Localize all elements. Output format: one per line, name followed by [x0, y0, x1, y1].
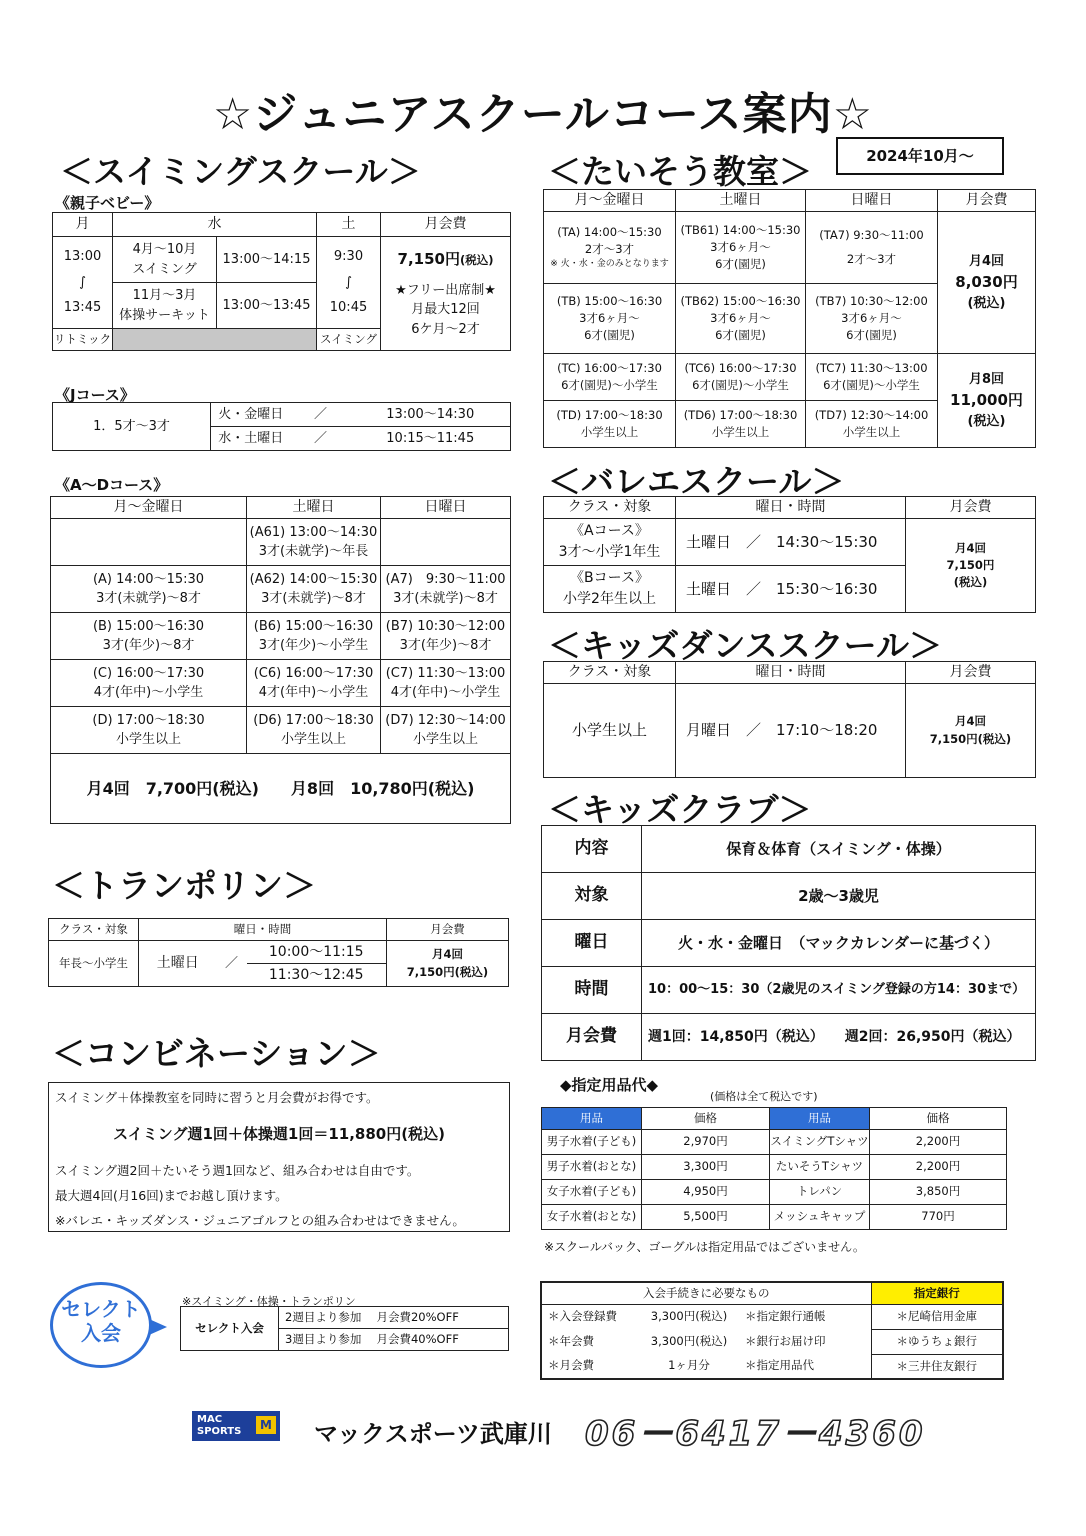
col-wed: 水 — [113, 213, 317, 237]
taiso-ta: (TA) 14:00～15:30 2才～3才 ※ 火・水・金のみとなります — [544, 212, 676, 284]
ad-col-sun: 日曜日 — [381, 497, 511, 519]
ad-cell: (B6) 15:00～16:30 3才(年少)～小学生 — [247, 613, 381, 660]
item-name: 男子水着(子ども) — [542, 1130, 642, 1155]
items-col-price: 価格 — [642, 1108, 770, 1130]
tramp-time-1: 10:00～11:15 — [247, 941, 387, 964]
nov-circuit: 11月～3月 体操サーキット — [113, 283, 217, 329]
bank-heading: 指定銀行 — [871, 1282, 1003, 1304]
j-day-1: 火・金曜日 — [211, 403, 291, 427]
tramp-col-class: クラス・対象 — [49, 919, 139, 941]
select-label: セレクト入会 — [181, 1307, 279, 1351]
ad-cell: (A7) 9:30～11:00 3才(未就学)～8才 — [381, 566, 511, 613]
tramp-time-2: 11:30～12:45 — [247, 964, 387, 987]
items-heading: ◆指定用品代◆ — [560, 1076, 659, 1094]
club-label-day: 曜日 — [542, 920, 642, 967]
taiso-tc: (TC) 16:00～17:30 6才(園児)～小学生 — [544, 354, 676, 401]
enroll-heading: 入会手続きに必要なもの — [541, 1282, 871, 1304]
dance-col-fee: 月会費 — [906, 662, 1036, 684]
item-price: 770円 — [870, 1205, 1007, 1230]
club-time: 10：00～15：30（2歳児のスイミング登録の方14：30まで） — [642, 967, 1036, 1014]
enroll-item: ＊月会費 — [548, 1358, 594, 1373]
ad-cell: (B) 15:00～16:30 3才(年少)～8才 — [51, 613, 247, 660]
ad-a61: (A61) 13:00～14:30 3才(未就学)～年長 — [247, 519, 381, 566]
dance-col-time: 曜日・時間 — [676, 662, 906, 684]
j-course-table — [52, 402, 511, 451]
ad-cell: (C6) 16:00～17:30 4才(年中)～小学生 — [247, 660, 381, 707]
item-name: トレパン — [770, 1180, 870, 1205]
club-label-time: 時間 — [542, 967, 642, 1014]
taiso-table — [543, 189, 1036, 448]
ad-cell: (C7) 11:30～13:00 4才(年中)～小学生 — [381, 660, 511, 707]
item-price: 3,300円 — [642, 1155, 770, 1180]
enroll-item: ＊指定用品代 — [739, 1354, 871, 1379]
items-note: (価格は全て税込です) — [710, 1090, 818, 1103]
dance-col-class: クラス・対象 — [544, 662, 676, 684]
ballet-heading: ＜バレエスクール＞ — [548, 462, 845, 501]
j-age: 1．5才～3才 — [53, 403, 211, 451]
items-col-item-2: 用品 — [770, 1108, 870, 1130]
enroll-item: ＊入会登録費 — [548, 1309, 617, 1324]
ballet-col-time: 曜日・時間 — [676, 497, 906, 519]
logo-mark-icon: M — [256, 1416, 276, 1434]
enroll-value: 3,300円(税込) — [650, 1309, 728, 1324]
tramp-slash: ／ — [217, 941, 247, 987]
taiso-tb: (TB) 15:00～16:30 3才6ヶ月～ 6才(園児) — [544, 284, 676, 354]
col-mon: 月 — [53, 213, 113, 237]
ad-course-label: 《A～Dコース》 — [55, 476, 169, 494]
items-col-item: 用品 — [542, 1108, 642, 1130]
taiso-col-sat: 土曜日 — [676, 190, 806, 212]
sat-time: 9:30 ∫ 10:45 — [317, 237, 381, 329]
ad-cell: (D7) 12:30～14:00 小学生以上 — [381, 707, 511, 754]
tramp-col-time: 曜日・時間 — [139, 919, 387, 941]
combo-line-4: 最大週4回(月16回)までお越し頂けます。 — [55, 1188, 288, 1203]
tramp-table — [48, 918, 509, 987]
baby-course-table — [52, 212, 511, 351]
items-col-price-2: 価格 — [870, 1108, 1007, 1130]
item-price: 2,970円 — [642, 1130, 770, 1155]
select-bubble: セレクト 入会 — [50, 1282, 152, 1368]
ad-course-table — [50, 496, 511, 824]
select-row-2: 3週目より参加 月会費40%OFF — [279, 1329, 509, 1351]
item-price: 2,200円 — [870, 1130, 1007, 1155]
club-target: 2歳～3歳児 — [642, 873, 1036, 920]
col-sat: 土 — [317, 213, 381, 237]
club-fee: 週1回：14,850円（税込） 週2回：26,950円（税込） — [642, 1014, 1036, 1061]
mon-time: 13:00 ∫ 13:45 — [53, 237, 113, 329]
taiso-tb61: (TB61) 14:00～15:30 3才6ヶ月～ 6才(園児) — [676, 212, 806, 284]
enroll-item: ＊銀行お届け印 — [739, 1329, 871, 1354]
ad-cell: (B7) 10:30～12:00 3才(年少)～8才 — [381, 613, 511, 660]
j-course-label: 《Jコース》 — [55, 386, 135, 404]
item-price: 2,200円 — [870, 1155, 1007, 1180]
select-table — [180, 1306, 509, 1351]
ballet-b-time: 土曜日 ／ 15:30～16:30 — [676, 566, 906, 613]
club-day: 火・水・金曜日 （マックカレンダーに基づく） — [642, 920, 1036, 967]
bank-name: ＊ゆうちょ銀行 — [871, 1329, 1003, 1354]
club-heading: ＜キッズクラブ＞ — [548, 790, 812, 829]
combo-price: スイミング週1回＋体操週1回＝11,880円(税込) — [113, 1125, 445, 1143]
item-name: 女子水着(おとな) — [542, 1205, 642, 1230]
taiso-fee-4: 月4回 8,030円 (税込) — [938, 212, 1036, 354]
dance-heading: ＜キッズダンススクール＞ — [548, 626, 943, 665]
gray-cell — [113, 329, 317, 351]
club-content: 保育＆体育（スイミング・体操） — [642, 826, 1036, 873]
mac-sports-logo: MAC SPORTS M — [192, 1411, 280, 1441]
dance-table — [543, 661, 1036, 778]
item-name: たいそうTシャツ — [770, 1155, 870, 1180]
ad-cell: (D6) 17:00～18:30 小学生以上 — [247, 707, 381, 754]
taiso-heading: ＜たいそう教室＞ — [548, 152, 812, 191]
ad-cell: (A62) 14:00～15:30 3才(未就学)～8才 — [247, 566, 381, 613]
wed-time-1: 13:00～14:15 — [217, 237, 317, 283]
enroll-value: 1ヶ月分 — [668, 1358, 710, 1373]
ballet-a-time: 土曜日 ／ 14:30～15:30 — [676, 519, 906, 566]
select-row-1: 2週目より参加 月会費20%OFF — [279, 1307, 509, 1329]
item-price: 3,850円 — [870, 1180, 1007, 1205]
ad-cell: (C) 16:00～17:30 4才(年中)～小学生 — [51, 660, 247, 707]
baby-fee: 7,150円(税込) ★フリー出席制★ 月最大12回 6ケ月～2才 — [381, 237, 511, 351]
combo-heading: ＜コンビネーション＞ — [52, 1034, 381, 1073]
tramp-day: 土曜日 — [139, 941, 217, 987]
combo-line-5: ※バレエ・キッズダンス・ジュニアゴルフとの組み合わせはできません。 — [55, 1213, 465, 1228]
tramp-heading: ＜トランポリン＞ — [52, 866, 316, 905]
select-note: ※スイミング・体操・トランポリン — [182, 1295, 356, 1308]
taiso-tb7: (TB7) 10:30～12:00 3才6ヶ月～ 6才(園児) — [806, 284, 938, 354]
ballet-col-class: クラス・対象 — [544, 497, 676, 519]
sat-swim-label: スイミング — [317, 329, 381, 351]
j-slash-2: ／ — [291, 427, 351, 451]
shop-name: マックスポーツ武庫川 — [314, 1420, 552, 1448]
taiso-td7: (TD7) 12:30～14:00 小学生以上 — [806, 401, 938, 448]
combo-line-1: スイミング＋体操教室を同時に習うと月会費がお得です。 — [55, 1090, 379, 1105]
ad-cell: (D) 17:00～18:30 小学生以上 — [51, 707, 247, 754]
club-label-target: 対象 — [542, 873, 642, 920]
taiso-tc7: (TC7) 11:30～13:00 6才(園児)～小学生 — [806, 354, 938, 401]
combo-line-3: スイミング週2回＋たいそう週1回など、組み合わせは自由です。 — [55, 1163, 420, 1178]
tramp-col-fee: 月会費 — [387, 919, 509, 941]
combo-box — [48, 1082, 510, 1232]
baby-course-label: 《親子ベビー》 — [55, 194, 160, 212]
ad-col-weekday: 月～金曜日 — [51, 497, 247, 519]
j-day-2: 水・土曜日 — [211, 427, 291, 451]
tramp-class: 年長～小学生 — [49, 941, 139, 987]
dance-class: 小学生以上 — [544, 684, 676, 778]
items-footnote: ※スクールバック、ゴーグルは指定用品ではございません。 — [544, 1240, 865, 1254]
ad-empty-2 — [381, 519, 511, 566]
enroll-value: 3,300円(税込) — [650, 1333, 728, 1348]
taiso-col-weekday: 月～金曜日 — [544, 190, 676, 212]
taiso-tc6: (TC6) 16:00～17:30 6才(園児)～小学生 — [676, 354, 806, 401]
ad-cell: (A) 14:00～15:30 3才(未就学)～8才 — [51, 566, 247, 613]
taiso-td6: (TD6) 17:00～18:30 小学生以上 — [676, 401, 806, 448]
item-price: 4,950円 — [642, 1180, 770, 1205]
taiso-col-fee: 月会費 — [938, 190, 1036, 212]
taiso-td: (TD) 17:00～18:30 小学生以上 — [544, 401, 676, 448]
item-name: メッシュキャップ — [770, 1205, 870, 1230]
ad-fee: 月4回 7,700円(税込) 月8回 10,780円(税込) — [51, 754, 511, 824]
date-badge: 2024年10月～ — [836, 137, 1004, 175]
taiso-ta7: (TA7) 9:30～11:00 2才～3才 — [806, 212, 938, 284]
ballet-table — [543, 496, 1036, 613]
item-name: 男子水着(おとな) — [542, 1155, 642, 1180]
wed-time-2: 13:00～13:45 — [217, 283, 317, 329]
item-name: スイミングTシャツ — [770, 1130, 870, 1155]
taiso-tb62: (TB62) 15:00～16:30 3才6ヶ月～ 6才(園児) — [676, 284, 806, 354]
dance-time: 月曜日 ／ 17:10～18:20 — [676, 684, 906, 778]
ballet-b: 《Bコース》 小学2年生以上 — [544, 566, 676, 613]
item-price: 5,500円 — [642, 1205, 770, 1230]
apr-swim: 4月～10月 スイミング — [113, 237, 217, 283]
taiso-col-sun: 日曜日 — [806, 190, 938, 212]
ad-empty — [51, 519, 247, 566]
enroll-table — [540, 1281, 1004, 1380]
j-time-1: 13:00～14:30 — [351, 403, 511, 427]
club-label-content: 内容 — [542, 826, 642, 873]
item-name: 女子水着(子ども) — [542, 1180, 642, 1205]
bank-name: ＊三井住友銀行 — [871, 1354, 1003, 1379]
tramp-fee: 月4回 7,150円(税込) — [387, 941, 509, 987]
col-fee: 月会費 — [381, 213, 511, 237]
taiso-fee-8: 月8回 11,000円 (税込) — [938, 354, 1036, 448]
bank-name: ＊尼崎信用金庫 — [871, 1304, 1003, 1329]
ritmic-label: リトミック — [53, 329, 113, 351]
phone-number: 06－6417－4360 — [585, 1414, 926, 1454]
ballet-a: 《Aコース》 3才～小学1年生 — [544, 519, 676, 566]
j-slash-1: ／ — [291, 403, 351, 427]
ad-col-sat: 土曜日 — [247, 497, 381, 519]
club-label-fee: 月会費 — [542, 1014, 642, 1061]
enroll-item: ＊年会費 — [548, 1333, 594, 1348]
ballet-fee: 月4回 7,150円 (税込) — [906, 519, 1036, 613]
j-time-2: 10:15～11:45 — [351, 427, 511, 451]
enroll-item: ＊指定銀行通帳 — [739, 1304, 871, 1329]
ballet-col-fee: 月会費 — [906, 497, 1036, 519]
page-title: ☆ジュニアスクールコース案内☆ — [212, 89, 874, 140]
dance-fee: 月4回 7,150円(税込) — [906, 684, 1036, 778]
club-table — [541, 825, 1036, 1061]
items-table — [541, 1107, 1007, 1230]
swim-heading: ＜スイミングスクール＞ — [60, 152, 421, 191]
